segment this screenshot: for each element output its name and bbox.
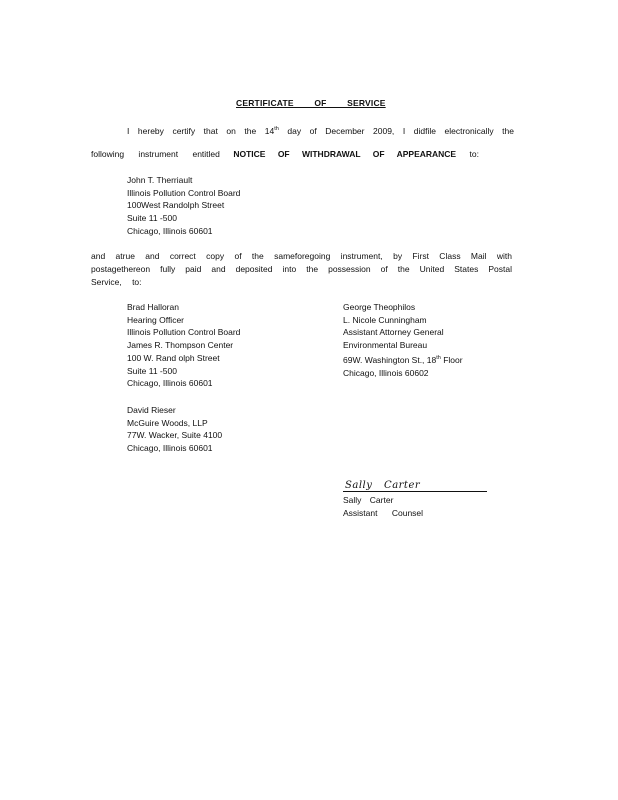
- address-line: George Theophilos: [343, 302, 416, 312]
- address-line: John T. Therriault: [127, 175, 193, 185]
- address-line: Suite 11 -500: [127, 213, 177, 224]
- address-line: [343, 352, 463, 367]
- address-line: Environmental Bureau: [343, 340, 428, 351]
- recipient-block-theophilos: [343, 301, 463, 379]
- address-line: Assistant Attorney General: [343, 327, 444, 338]
- address-line: 100 W. Rand olph Street: [127, 352, 220, 363]
- address-line: Chicago, Illinois 60601: [127, 225, 213, 236]
- floor-superscript: th: [436, 354, 441, 361]
- instrument-line: [91, 149, 479, 160]
- certify-text-end: day of December 2009, I didfile electronically the: [287, 126, 515, 136]
- instrument-to: to:: [469, 149, 479, 159]
- certify-line: [127, 124, 514, 137]
- signer-name: Sally Carter: [343, 495, 394, 505]
- mail-paragraph-line-2: postagethereon fully paid and deposited into the possession of the United States Postal: [91, 264, 512, 274]
- certify-text-start: I hereby certify that on the 14: [127, 126, 275, 136]
- signature: Sally Carter: [345, 480, 421, 491]
- address-line: Illinois Pollution Control Board: [127, 327, 241, 338]
- recipient-block-rieser: [127, 404, 222, 455]
- addressee-block: [127, 174, 240, 238]
- address-line: James R. Thompson Center: [127, 340, 234, 351]
- address-line: 77W. Wacker, Suite 4100: [127, 430, 223, 441]
- signer-title: Assistant Counsel: [343, 507, 424, 518]
- address-line: Hearing Officer: [127, 314, 185, 325]
- instrument-text: following instrument entitled: [91, 149, 220, 159]
- address-line: Chicago, Illinois 60601: [127, 443, 213, 454]
- street-address: 69W. Washington St., 18: [343, 354, 437, 365]
- recipient-block-halloran: [127, 301, 240, 390]
- address-line: Brad Halloran: [127, 302, 179, 312]
- mail-paragraph-line-3: Service, to:: [91, 277, 142, 287]
- address-line: 100West Randolph Street: [127, 200, 225, 211]
- address-line: Chicago, Illinois 60601: [127, 378, 213, 389]
- certify-superscript: th: [274, 126, 279, 132]
- address-line: Illinois Pollution Control Board: [127, 187, 241, 198]
- address-line: David Rieser: [127, 405, 176, 415]
- floor-label: Floor: [443, 354, 463, 365]
- address-line: Suite 11 -500: [127, 365, 177, 376]
- address-line: L. Nicole Cunningham: [343, 314, 427, 325]
- document-title: CERTIFICATE OF SERVICE: [236, 98, 386, 108]
- notice-title: NOTICE OF WITHDRAWAL OF APPEARANCE: [233, 149, 457, 159]
- signer-block: [343, 494, 423, 519]
- signature-line: [343, 491, 487, 492]
- address-line: McGuire Woods, LLP: [127, 417, 208, 428]
- mail-paragraph-line-1: and atrue and correct copy of the sameforegoing instrument, by First Class Mail with: [91, 251, 512, 261]
- address-line: Chicago, Illinois 60602: [343, 367, 429, 378]
